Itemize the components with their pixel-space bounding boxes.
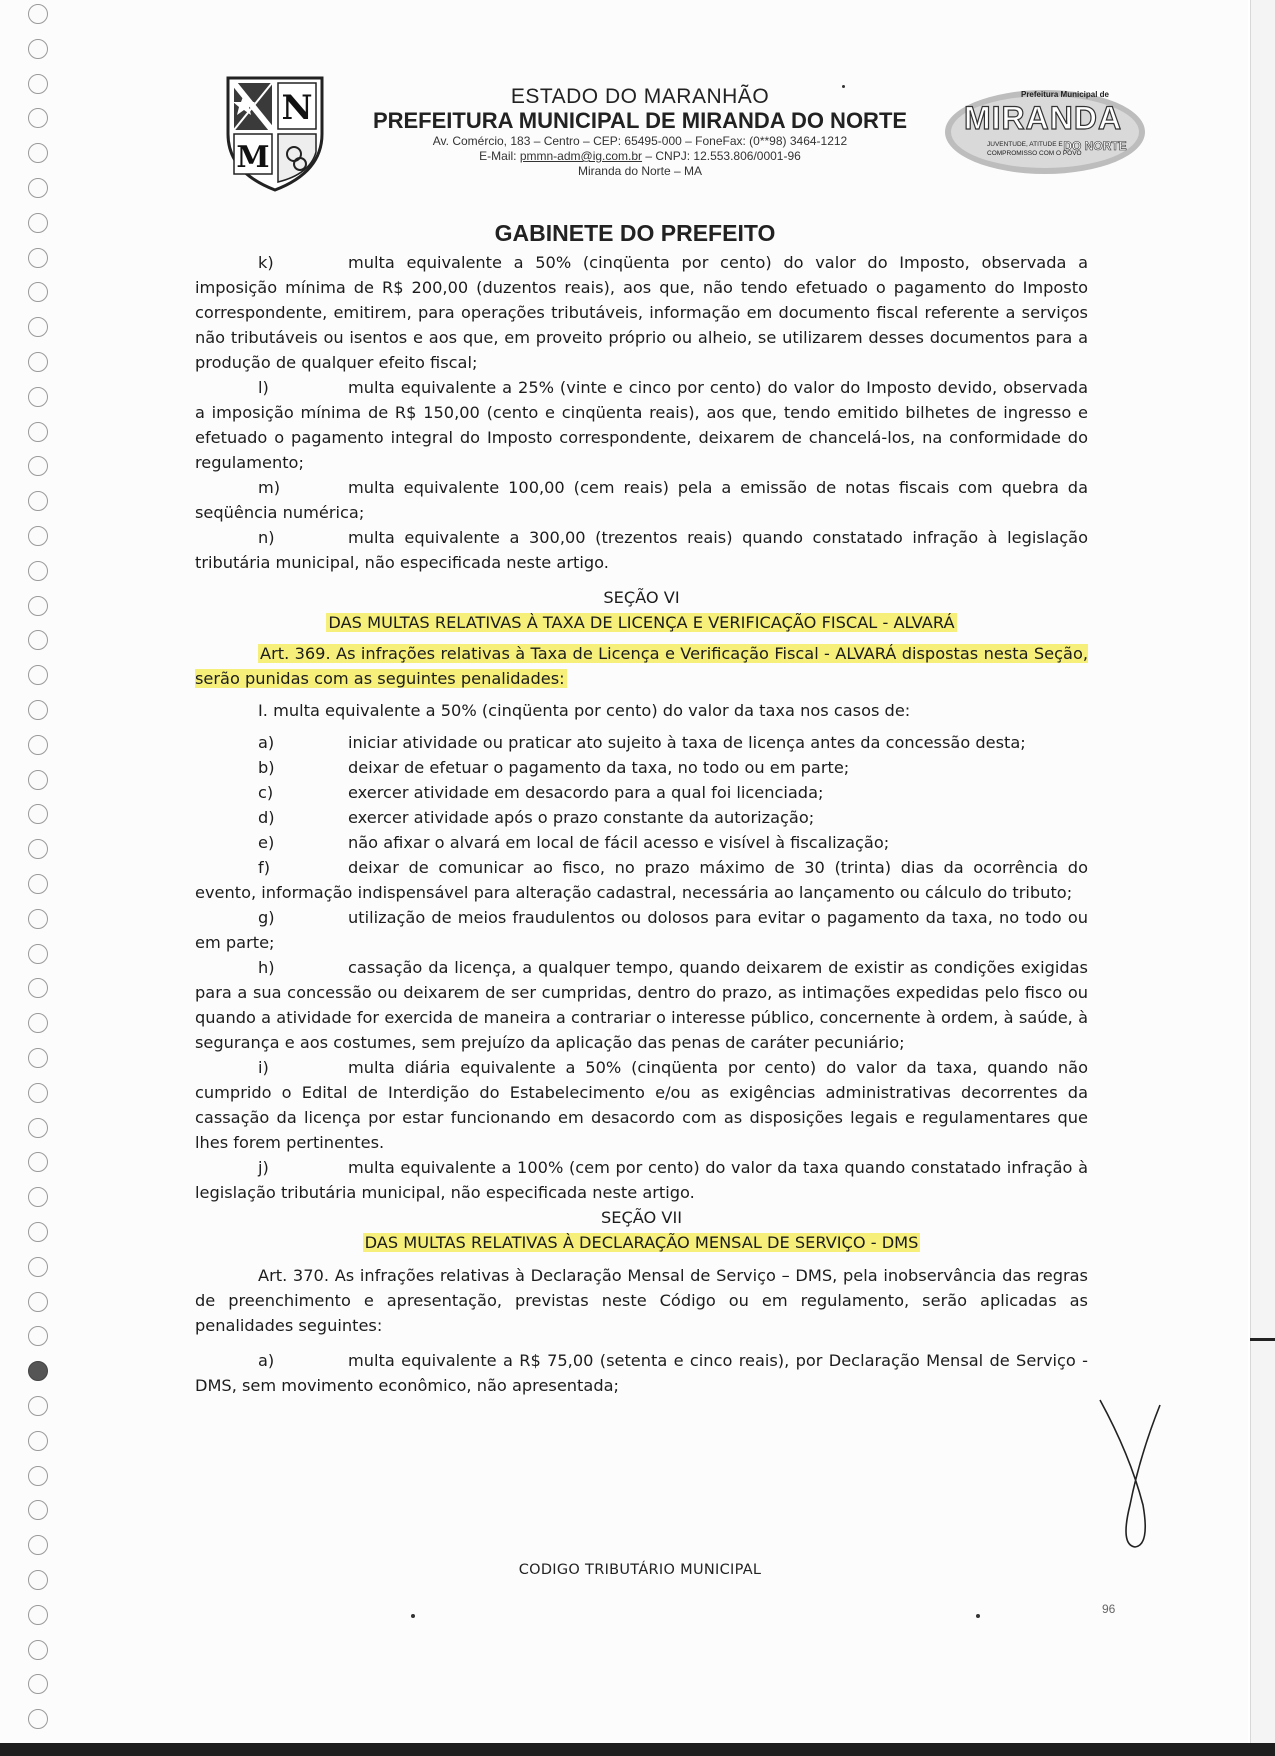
- binding-hole: [28, 1396, 48, 1416]
- list-item-label: d): [258, 808, 275, 827]
- list-item-text: cassação da licença, a qualquer tempo, quando deixarem de existir as condições exigidas para a sua concessão ou deixarem de ser cumpridas, dentro do prazo, as intimações expedidas pelo fisco ou quando a atividade for exercida de maneira a contrariar o interesse público, concernente à ordem, à saúde, à segurança e aos costumes, sem prejuízo da aplicação das penas de caráter pecuniário;: [195, 958, 1088, 1052]
- binding-hole: [28, 1083, 48, 1103]
- prefeitura-name: PREFEITURA MUNICIPAL DE MIRANDA DO NORTE: [372, 108, 908, 133]
- email-link[interactable]: pmmn-adm@ig.com.br: [519, 149, 643, 163]
- binding-hole: [28, 352, 48, 372]
- binding-hole: [28, 1152, 48, 1172]
- binding-hole: [28, 387, 48, 407]
- binding-hole: [28, 700, 48, 720]
- binding-hole: [28, 1605, 48, 1625]
- page-footer: CODIGO TRIBUTÁRIO MUNICIPAL: [518, 1562, 762, 1578]
- list-item-text: utilização de meios fraudulentos ou dolosos para evitar o pagamento da taxa, no todo ou em parte;: [195, 908, 1088, 952]
- binding-hole: [28, 491, 48, 511]
- list-item-label: g): [258, 908, 275, 927]
- municipal-crest-icon: [220, 72, 330, 194]
- list-item-label: j): [258, 1158, 269, 1177]
- list-item-text: multa equivalente a 25% (vinte e cinco por cento) do valor do Imposto devido, observada a imposição mínima de R$ 150,00 (cento e cinqüenta reais), aos que, tendo emitido bilhetes de ingresso e efetuado o pagamento integral do Imposto correspondente, deixarem de chancelá-los, na conformidade do regulamento;: [195, 378, 1088, 472]
- art-370: Art. 370. As infrações relativas à Declaração Mensal de Serviço – DMS, pela inobservância das regras de preenchimento e apresentação, previstas neste Código ou em regulamento, serão aplicadas as penalidades seguintes:: [195, 1266, 1088, 1335]
- binding-hole: [28, 1500, 48, 1520]
- scan-speck: [976, 1614, 980, 1618]
- binding-hole: [28, 770, 48, 790]
- list-item-text: iniciar atividade ou praticar ato sujeito à taxa de licença antes da concessão desta;: [348, 733, 1026, 752]
- binding-hole: [28, 317, 48, 337]
- binding-hole: [28, 1361, 48, 1381]
- list-item: [195, 250, 1088, 375]
- list-item: [195, 525, 1088, 575]
- scan-speck: [842, 85, 845, 88]
- binding-hole: [28, 1257, 48, 1277]
- binding-hole: [28, 804, 48, 824]
- binding-hole: [28, 1118, 48, 1138]
- binding-hole: [28, 526, 48, 546]
- scan-speck: [411, 1614, 415, 1618]
- email-label: E-Mail:: [479, 149, 520, 163]
- list-item-text: deixar de efetuar o pagamento da taxa, no todo ou em parte;: [348, 758, 850, 777]
- binding-hole: [28, 1466, 48, 1486]
- binding-hole: [28, 1013, 48, 1033]
- binding-hole: [28, 839, 48, 859]
- binding-hole: [28, 1674, 48, 1694]
- list-item: [195, 955, 1088, 1055]
- list-item: [195, 855, 1088, 905]
- long-items: [195, 855, 1088, 1205]
- list-item-label: a): [258, 733, 275, 752]
- list-item-dms-a: [195, 1348, 1088, 1398]
- secao-vi-title: [195, 610, 1088, 635]
- list-item-text: multa equivalente a 300,00 (trezentos reais) quando constatado infração à legislação tributária municipal, não especificada neste artigo.: [195, 528, 1088, 572]
- list-item-text: multa equivalente a 100% (cem por cento) do valor da taxa quando constatado infração à legislação tributária municipal, não especificada neste artigo.: [195, 1158, 1088, 1202]
- secao-vii-title: [195, 1230, 1088, 1255]
- list-item-label: k): [258, 253, 274, 272]
- binding-hole: [28, 1640, 48, 1660]
- binding-hole: [28, 422, 48, 442]
- svg-text:MIRANDA: MIRANDA: [963, 100, 1123, 136]
- binding-hole: [28, 909, 48, 929]
- list-item-text: multa equivalente a 50% (cinqüenta por cento) do valor do Imposto, observada a imposição mínima de R$ 200,00 (duzentos reais), aos que, não tendo efetuado o pagamento do Imposto correspondente, emitirem, para operações tributáveis, informação em documento fiscal referente a serviços não tributáveis ou isentos e aos que, em proveito próprio ou alheio, se utilizarem desses documentos para a produção de qualquer efeito fiscal;: [195, 253, 1088, 372]
- binding-hole: [28, 1048, 48, 1068]
- list-item: [195, 475, 1088, 525]
- binding-hole: [28, 1709, 48, 1729]
- page-edge: [1250, 0, 1275, 1756]
- binding-hole: [28, 596, 48, 616]
- list-item-text: multa equivalente a R$ 75,00 (setenta e cinco reais), por Declaração Mensal de Serviço - DMS, sem movimento econômico, não apresentada;: [195, 1351, 1088, 1395]
- binding-hole: [28, 944, 48, 964]
- items-top: [195, 250, 1088, 575]
- binding-hole: [28, 213, 48, 233]
- list-item: [195, 805, 1088, 830]
- binding-hole: [28, 1292, 48, 1312]
- art-369-text: Art. 369. As infrações relativas à Taxa de Licença e Verificação Fiscal - ALVARÁ dispostas nesta Seção, serão punidas com as seguintes penalidades:: [195, 644, 1088, 688]
- binding-hole: [28, 1187, 48, 1207]
- svg-text:M: M: [236, 140, 270, 175]
- binding-hole: [28, 874, 48, 894]
- city-line: Miranda do Norte – MA: [577, 164, 703, 178]
- secao-vii-title-text: DAS MULTAS RELATIVAS À DECLARAÇÃO MENSAL DE SERVIÇO - DMS: [364, 1233, 919, 1252]
- inciso-i: I. multa equivalente a 50% (cinqüenta por cento) do valor da taxa nos casos de:: [258, 701, 911, 720]
- binding-hole: [28, 1431, 48, 1451]
- list-item-label: e): [258, 833, 275, 852]
- miranda-logo-icon: [945, 80, 1150, 175]
- state-name: ESTADO DO MARANHÃO: [510, 85, 770, 108]
- binding-hole: [28, 561, 48, 581]
- binding-hole: [28, 108, 48, 128]
- address-line: Av. Comércio, 183 – Centro – CEP: 65495-000 – FoneFax: (0**98) 3464-1212: [432, 134, 848, 148]
- cnpj: – CNPJ: 12.553.806/0001-96: [642, 149, 801, 163]
- page-number: 96: [1102, 1602, 1116, 1616]
- list-item-label: c): [258, 783, 274, 802]
- binding-hole: [28, 665, 48, 685]
- section-heading-gabinete: GABINETE DO PREFEITO: [494, 220, 776, 246]
- binding-hole: [28, 1570, 48, 1590]
- list-item: [195, 905, 1088, 955]
- binding-hole: [28, 178, 48, 198]
- contact-line: [330, 149, 950, 164]
- list-item-label: l): [258, 378, 269, 397]
- binding-hole: [28, 248, 48, 268]
- page-edge-mark: [1250, 1338, 1275, 1341]
- svg-text:N: N: [281, 88, 313, 128]
- binding-hole: [28, 4, 48, 24]
- list-item-label: n): [258, 528, 275, 547]
- list-item: [195, 830, 1088, 855]
- list-item: [195, 1055, 1088, 1155]
- svg-text:Prefeitura Municipal de: Prefeitura Municipal de: [1020, 90, 1110, 99]
- list-item: [195, 375, 1088, 475]
- secao-vii-number: SEÇÃO VII: [600, 1208, 683, 1227]
- list-item-label: f): [258, 858, 271, 877]
- list-item-label: h): [258, 958, 275, 977]
- binding-hole: [28, 1535, 48, 1555]
- binding-hole: [28, 630, 48, 650]
- list-item-text: exercer atividade em desacordo para a qual foi licenciada;: [348, 783, 824, 802]
- short-items: [195, 730, 1088, 855]
- binding-hole: [28, 1326, 48, 1346]
- list-item-text: multa equivalente 100,00 (cem reais) pela a emissão de notas fiscais com quebra da seqüência numérica;: [195, 478, 1088, 522]
- svg-text:DO NORTE: DO NORTE: [1063, 139, 1127, 153]
- list-item-label: a): [258, 1351, 275, 1370]
- document-body: [195, 250, 1088, 1398]
- letterhead: [330, 86, 950, 179]
- list-item-text: deixar de comunicar ao fisco, no prazo máximo de 30 (trinta) dias da ocorrência do evento, informação indispensável para alteração cadastral, necessária ao lançamento ou cálculo do tributo;: [195, 858, 1088, 902]
- binding-hole: [28, 1222, 48, 1242]
- list-item-label: m): [258, 478, 281, 497]
- list-item-text: exercer atividade após o prazo constante da autorização;: [348, 808, 815, 827]
- binding-hole: [28, 39, 48, 59]
- binding-hole: [28, 143, 48, 163]
- list-item-label: b): [258, 758, 275, 777]
- list-item: [195, 1155, 1088, 1205]
- binding-hole: [28, 978, 48, 998]
- art-369: [195, 641, 1088, 691]
- secao-vi-number: SEÇÃO VI: [603, 588, 680, 607]
- binding-holes: [28, 0, 58, 1756]
- list-item: [195, 730, 1088, 755]
- binding-hole: [28, 456, 48, 476]
- list-item-label: i): [258, 1058, 269, 1077]
- secao-vi-title-text: DAS MULTAS RELATIVAS À TAXA DE LICENÇA E VERIFICAÇÃO FISCAL - ALVARÁ: [328, 613, 955, 632]
- list-item: [195, 780, 1088, 805]
- list-item-text: multa diária equivalente a 50% (cinqüenta por cento) do valor da taxa, quando não cumprido o Edital de Interdição do Estabelecimento e/ou as exigências administrativas decorrentes da cassação da licença por estar funcionando em desacordo com as disposições legais e regulamentares que lhes forem pertinentes.: [195, 1058, 1088, 1152]
- handwritten-signature-icon: [1095, 1395, 1165, 1555]
- scan-border: [0, 1743, 1275, 1756]
- svg-text:JUVENTUDE, ATITUDE E: JUVENTUDE, ATITUDE E: [987, 141, 1063, 148]
- svg-text:COMPROMISSO COM O POVO: COMPROMISSO COM O POVO: [987, 150, 1082, 157]
- binding-hole: [28, 735, 48, 755]
- binding-hole: [28, 74, 48, 94]
- list-item-text: não afixar o alvará em local de fácil acesso e visível à fiscalização;: [348, 833, 890, 852]
- binding-hole: [28, 282, 48, 302]
- list-item: [195, 755, 1088, 780]
